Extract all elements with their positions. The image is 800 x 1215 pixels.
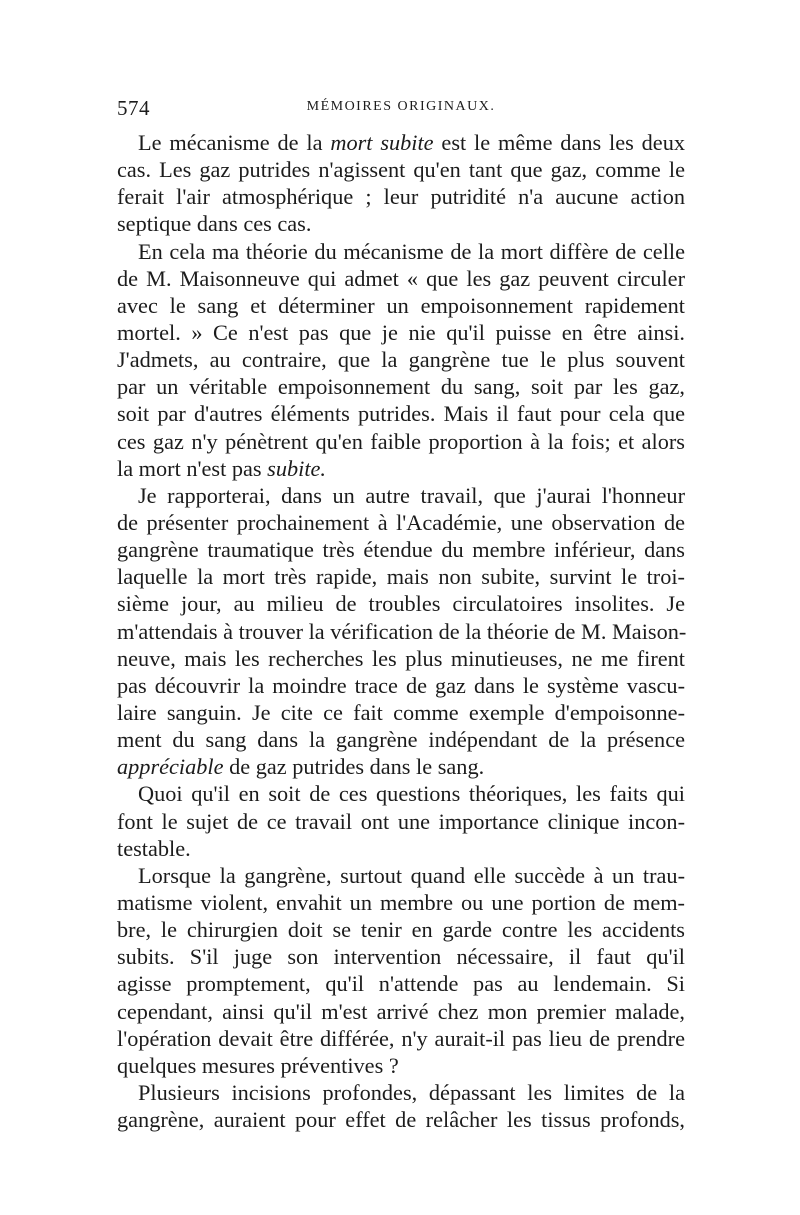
text-segment: J'admets, au contraire, que la gangrène tue le plus souvent xyxy=(117,347,685,373)
text-segment: ces gaz n'y pénètrent qu'en faible proportion à la fois; et alors xyxy=(117,428,685,454)
text-segment: Je rapporterai, dans un autre travail, que j'aurai l'honneur xyxy=(138,482,685,508)
text-segment: de gaz putrides dans le sang. xyxy=(223,754,485,780)
text-segment: l'opération devait être différée, n'y aurait-il pas lieu de prendre xyxy=(117,1025,685,1051)
text-line xyxy=(117,238,685,265)
paragraph xyxy=(117,238,685,482)
text-line xyxy=(117,265,685,292)
text-line xyxy=(117,428,685,455)
text-line xyxy=(117,156,685,183)
page-number: 574 xyxy=(117,96,150,120)
text-line xyxy=(117,1079,685,1106)
text-line xyxy=(117,645,685,672)
text-segment: ferait l'air atmosphérique ; leur putridité n'a aucune action xyxy=(117,184,685,210)
text-line xyxy=(117,1052,685,1079)
paragraph xyxy=(117,780,685,861)
text-line xyxy=(117,672,685,699)
text-line xyxy=(117,373,685,400)
paragraph xyxy=(117,1079,685,1133)
running-title: MÉMOIRES ORIGINAUX. xyxy=(306,99,496,114)
text-segment: laire sanguin. Je cite ce fait comme exemple d'empoisonne- xyxy=(117,699,685,725)
text-line xyxy=(117,1025,685,1052)
text-line xyxy=(117,400,685,427)
text-segment: avec le sang et déterminer un empoisonnement rapidement xyxy=(117,292,685,318)
text-segment: En cela ma théorie du mécanisme de la mort diffère de celle xyxy=(138,238,685,264)
italic-text: appréciable xyxy=(117,754,224,780)
text-line xyxy=(117,780,685,807)
text-segment: cependant, ainsi qu'il m'est arrivé chez mon premier malade, xyxy=(117,998,685,1024)
text-segment: ment du sang dans la gangrène indépendant de la présence xyxy=(117,727,685,753)
text-line xyxy=(117,509,685,536)
text-segment: Plusieurs incisions profondes, dépassant les limites de la xyxy=(138,1079,685,1105)
text-line xyxy=(117,943,685,970)
text-line xyxy=(117,916,685,943)
text-segment: testable. xyxy=(117,835,191,861)
italic-text: subite. xyxy=(267,455,326,481)
text-segment: gangrène traumatique très étendue du membre inférieur, dans xyxy=(117,537,685,563)
text-line xyxy=(117,889,685,916)
text-line xyxy=(117,726,685,753)
text-segment: pas découvrir la moindre trace de gaz dans le système vascu- xyxy=(117,672,685,698)
text-line xyxy=(117,998,685,1025)
text-segment: sième jour, au milieu de troubles circulatoires insolites. Je xyxy=(117,591,685,617)
text-segment: gangrène, auraient pour effet de relâcher les tissus profonds, xyxy=(117,1107,685,1133)
text-line xyxy=(117,319,685,346)
text-segment: Quoi qu'il en soit de ces questions théoriques, les faits qui xyxy=(138,781,685,807)
text-segment: soit par d'autres éléments putrides. Mais il faut pour cela que xyxy=(117,401,685,427)
text-segment: m'attendais à trouver la vérification de la théorie de M. Maison- xyxy=(117,618,687,644)
text-line xyxy=(117,753,685,780)
text-segment: neuve, mais les recherches les plus minutieuses, ne me firent xyxy=(117,645,685,671)
text-segment: mortel. » Ce n'est pas que je nie qu'il puisse en être ainsi. xyxy=(117,319,685,345)
text-segment: cas. Les gaz putrides n'agissent qu'en tant que gaz, comme le xyxy=(117,157,685,183)
text-line xyxy=(117,129,685,156)
text-line xyxy=(117,563,685,590)
text-line xyxy=(117,210,685,237)
text-segment: de M. Maisonneuve qui admet « que les gaz peuvent circuler xyxy=(117,265,685,291)
text-segment: par un véritable empoisonnement du sang, soit par les gaz, xyxy=(117,374,685,400)
paragraph xyxy=(117,129,685,238)
text-segment: font le sujet de ce travail ont une importance clinique incon- xyxy=(117,808,685,834)
text-segment: septique dans ces cas. xyxy=(117,211,312,237)
paragraph xyxy=(117,482,685,781)
text-line xyxy=(117,808,685,835)
page-header xyxy=(117,96,685,124)
body-text xyxy=(117,129,685,1133)
text-segment: bre, le chirurgien doit se tenir en garde contre les accidents xyxy=(117,917,685,943)
text-segment: est le même dans les deux xyxy=(433,130,685,155)
text-line xyxy=(117,835,685,862)
text-line xyxy=(117,1106,685,1133)
text-segment: la mort n'est pas xyxy=(117,455,268,481)
text-line xyxy=(117,455,685,482)
italic-text: mort subite xyxy=(330,130,434,155)
text-line xyxy=(117,482,685,509)
text-segment: laquelle la mort très rapide, mais non subite, survint le troi- xyxy=(117,564,685,590)
text-segment: Le mécanisme de la xyxy=(138,130,331,155)
text-line xyxy=(117,699,685,726)
text-segment: de présenter prochainement à l'Académie, une observation de xyxy=(117,509,685,535)
text-segment: agisse promptement, qu'il n'attende pas au lendemain. Si xyxy=(117,971,685,997)
text-line xyxy=(117,536,685,563)
text-segment: Lorsque la gangrène, surtout quand elle succède à un trau- xyxy=(138,862,685,888)
text-line xyxy=(117,183,685,210)
text-line xyxy=(117,346,685,373)
paragraph xyxy=(117,862,685,1079)
text-line xyxy=(117,862,685,889)
text-line xyxy=(117,618,685,645)
text-line xyxy=(117,590,685,617)
text-segment: matisme violent, envahit un membre ou une portion de mem- xyxy=(117,889,685,915)
text-line xyxy=(117,970,685,997)
text-segment: quelques mesures préventives ? xyxy=(117,1052,399,1078)
text-line xyxy=(117,292,685,319)
text-segment: subits. S'il juge son intervention nécessaire, il faut qu'il xyxy=(117,944,685,970)
